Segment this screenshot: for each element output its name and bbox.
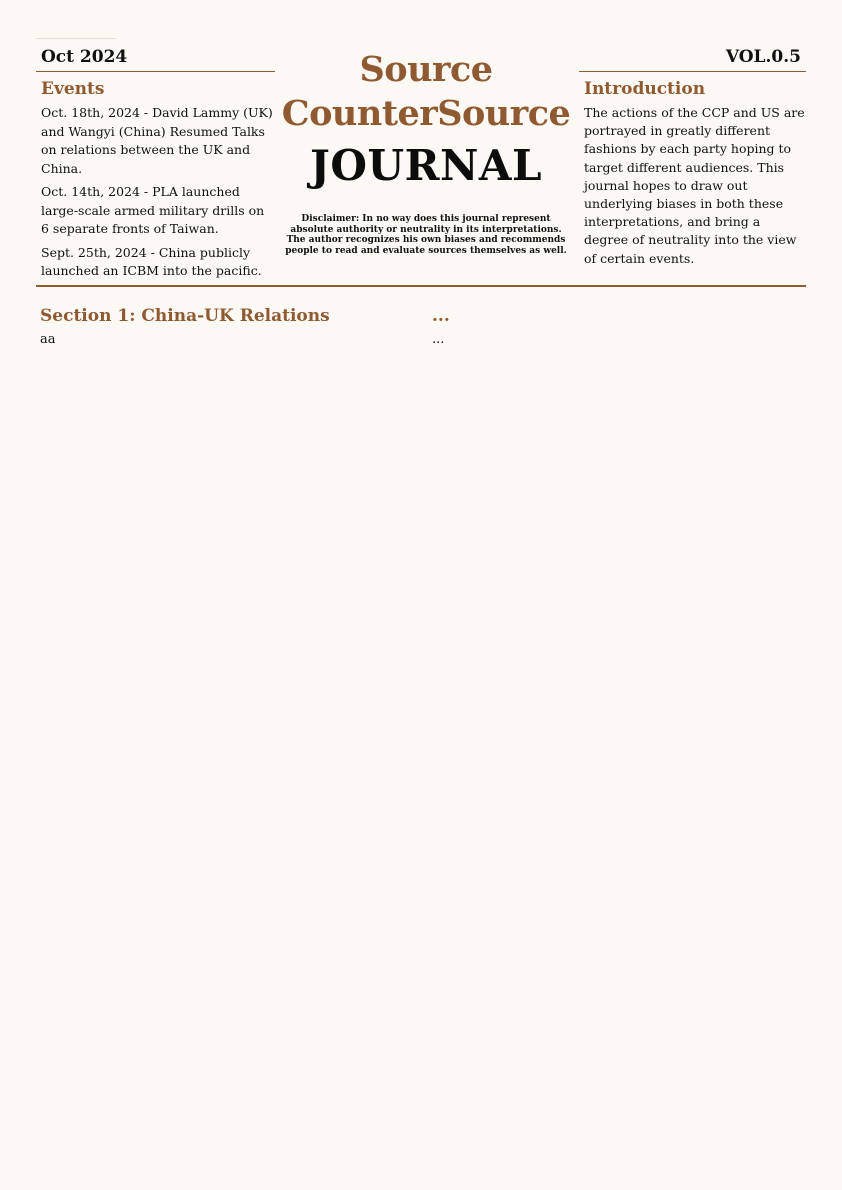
- volume-number: VOL.0.5: [579, 44, 806, 72]
- events-list: [41, 104, 275, 281]
- events-heading: Events: [41, 79, 105, 99]
- section-2-body: ...: [432, 332, 445, 347]
- section-1-title: Section 1: China-UK Relations: [40, 306, 330, 326]
- event-item: Sept. 25th, 2024 - China publicly launched an ICBM into the pacific.: [41, 244, 262, 278]
- introduction-heading: Introduction: [584, 79, 706, 99]
- introduction-column: [579, 44, 806, 268]
- event-item: Oct. 18th, 2024 - David Lammy (UK) and Wangyi (China) Resumed Talks on relations between the UK and China.: [41, 105, 273, 176]
- masthead-journal-title: JOURNAL: [310, 141, 542, 190]
- masthead: [278, 44, 574, 256]
- section-2-title: ...: [432, 306, 450, 326]
- masthead-title-line-2: CounterSource: [281, 93, 571, 134]
- section-1-body: aa: [40, 332, 56, 347]
- issue-date: Oct 2024: [36, 44, 275, 72]
- events-column: [36, 44, 275, 286]
- disclaimer: Disclaimer: In no way does this journal represent absolute authority or neutrality in its interpretations. The author recognizes his own biases and recommends people to read and evaluate sources themselves as well.: [285, 214, 567, 256]
- masthead-title-line-1: Source: [359, 49, 493, 90]
- header-divider: [36, 285, 806, 287]
- event-item: Oct. 14th, 2024 - PLA launched large-scale armed military drills on 6 separate fronts of Taiwan.: [41, 184, 265, 236]
- section-1: [40, 305, 420, 349]
- introduction-text: The actions of the CCP and US are portrayed in greatly different fashions by each party hoping to target different audiences. This journal hopes to draw out underlying biases in both these interpretations, and bring a degree of neutrality into the view of certain events.: [584, 105, 805, 266]
- section-2: [432, 305, 802, 349]
- header-divider-stub: [36, 38, 116, 39]
